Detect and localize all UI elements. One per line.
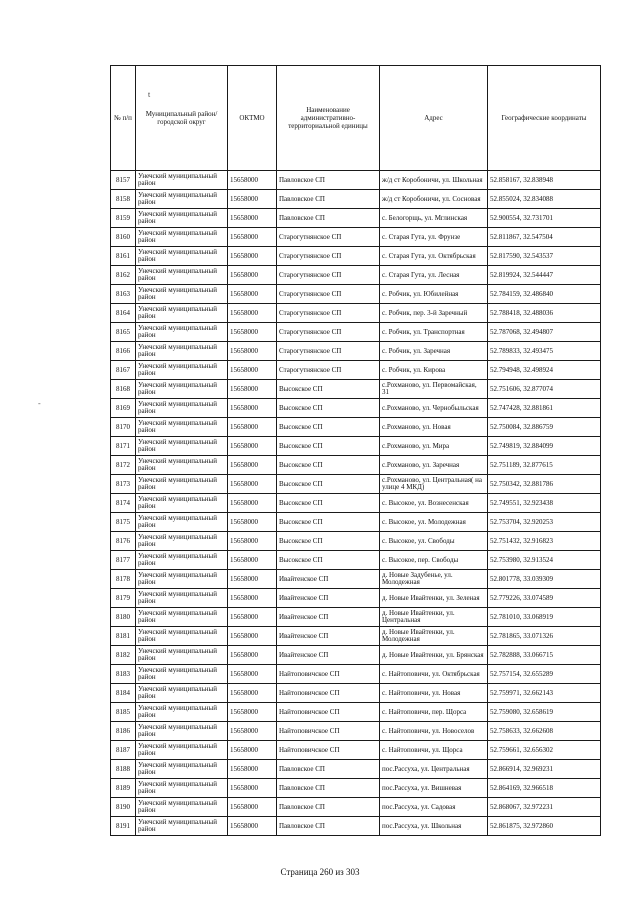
cell-oktmo: 15658000 [228, 703, 277, 722]
table-row [111, 456, 601, 475]
cell-territory: Высокское СП [277, 399, 380, 418]
cell-number: 8174 [111, 494, 136, 513]
cell-coordinates: 52.779226, 33.074589 [488, 589, 601, 608]
cell-number: 8186 [111, 722, 136, 741]
cell-oktmo: 15658000 [228, 627, 277, 646]
cell-municipality: Унечский муниципальный район [136, 779, 228, 798]
cell-address: с. Найтоповичи, ул. Новоселов [380, 722, 488, 741]
cell-coordinates: 52.784159, 32.486840 [488, 285, 601, 304]
scan-mark: t [148, 90, 151, 99]
cell-municipality: Унечский муниципальный район [136, 190, 228, 209]
cell-municipality: Унечский муниципальный район [136, 665, 228, 684]
cell-address: с. Старая Гута, ул. Октябрьская [380, 247, 488, 266]
cell-oktmo: 15658000 [228, 475, 277, 494]
header-number: № п/п [111, 66, 136, 171]
cell-coordinates: 52.751432, 32.916823 [488, 532, 601, 551]
cell-oktmo: 15658000 [228, 228, 277, 247]
table-row [111, 171, 601, 190]
cell-territory: Павловское СП [277, 779, 380, 798]
cell-coordinates: 52.855024, 32.834088 [488, 190, 601, 209]
cell-oktmo: 15658000 [228, 513, 277, 532]
cell-address: с. Робчик, ул. Транспортная [380, 323, 488, 342]
cell-oktmo: 15658000 [228, 532, 277, 551]
cell-territory: Найтоповичское СП [277, 722, 380, 741]
cell-municipality: Унечский муниципальный район [136, 798, 228, 817]
registry-table [110, 65, 601, 836]
cell-number: 8179 [111, 589, 136, 608]
cell-territory: Высокское СП [277, 551, 380, 570]
cell-territory: Найтоповичское СП [277, 741, 380, 760]
cell-coordinates: 52.781865, 33.071326 [488, 627, 601, 646]
table-row [111, 247, 601, 266]
table-row [111, 304, 601, 323]
cell-coordinates: 52.749551, 32.923438 [488, 494, 601, 513]
cell-oktmo: 15658000 [228, 361, 277, 380]
cell-number: 8177 [111, 551, 136, 570]
cell-municipality: Унечский муниципальный район [136, 722, 228, 741]
cell-address: с. Высокое, пер. Свободы [380, 551, 488, 570]
table-row [111, 228, 601, 247]
cell-territory: Старогутнянское СП [277, 285, 380, 304]
cell-address: ж/д ст Коробоничи, ул. Школьная [380, 171, 488, 190]
table-row [111, 551, 601, 570]
table-row [111, 323, 601, 342]
cell-number: 8168 [111, 380, 136, 399]
cell-oktmo: 15658000 [228, 494, 277, 513]
cell-oktmo: 15658000 [228, 380, 277, 399]
cell-coordinates: 52.819924, 32.544447 [488, 266, 601, 285]
cell-coordinates: 52.750084, 32.886759 [488, 418, 601, 437]
cell-address: с.Рохманово, ул. Мира [380, 437, 488, 456]
cell-address: с. Найтоповичи, пер. Щорса [380, 703, 488, 722]
cell-address: пос.Рассуха, ул. Школьная [380, 817, 488, 836]
cell-number: 8167 [111, 361, 136, 380]
cell-coordinates: 52.868067, 32.972231 [488, 798, 601, 817]
cell-territory: Ивайтенское СП [277, 608, 380, 627]
cell-territory: Высокское СП [277, 380, 380, 399]
cell-municipality: Унечский муниципальный район [136, 171, 228, 190]
cell-municipality: Унечский муниципальный район [136, 228, 228, 247]
table-row [111, 285, 601, 304]
cell-oktmo: 15658000 [228, 266, 277, 285]
cell-municipality: Унечский муниципальный район [136, 323, 228, 342]
header-address: Адрес [380, 66, 488, 171]
table-row [111, 494, 601, 513]
cell-coordinates: 52.753980, 32.913524 [488, 551, 601, 570]
cell-coordinates: 52.753704, 32.920253 [488, 513, 601, 532]
cell-address: с. Старая Гута, ул. Фрунзе [380, 228, 488, 247]
cell-oktmo: 15658000 [228, 798, 277, 817]
table-row [111, 760, 601, 779]
cell-coordinates: 52.861875, 32.972860 [488, 817, 601, 836]
table-row [111, 608, 601, 627]
cell-territory: Ивайтенское СП [277, 589, 380, 608]
page-footer: Страница 260 из 303 [280, 867, 360, 877]
cell-coordinates: 52.782888, 33.066715 [488, 646, 601, 665]
table-row [111, 399, 601, 418]
cell-oktmo: 15658000 [228, 285, 277, 304]
cell-address: с.Рохманово, ул. Первомайская, 31 [380, 380, 488, 399]
table-row [111, 380, 601, 399]
cell-territory: Ивайтенское СП [277, 646, 380, 665]
table-row [111, 361, 601, 380]
cell-coordinates: 52.866914, 32.969231 [488, 760, 601, 779]
cell-oktmo: 15658000 [228, 190, 277, 209]
table-row [111, 190, 601, 209]
cell-number: 8173 [111, 475, 136, 494]
cell-coordinates: 52.747428, 32.881861 [488, 399, 601, 418]
cell-coordinates: 52.788418, 32.488036 [488, 304, 601, 323]
table-row [111, 266, 601, 285]
table-row [111, 342, 601, 361]
cell-oktmo: 15658000 [228, 342, 277, 361]
cell-oktmo: 15658000 [228, 741, 277, 760]
cell-number: 8163 [111, 285, 136, 304]
cell-number: 8165 [111, 323, 136, 342]
cell-territory: Старогутнянское СП [277, 323, 380, 342]
cell-territory: Высокское СП [277, 456, 380, 475]
cell-municipality: Унечский муниципальный район [136, 760, 228, 779]
cell-number: 8169 [111, 399, 136, 418]
cell-number: 8175 [111, 513, 136, 532]
cell-number: 8184 [111, 684, 136, 703]
cell-municipality: Унечский муниципальный район [136, 627, 228, 646]
cell-coordinates: 52.858167, 32.838948 [488, 171, 601, 190]
cell-coordinates: 52.757154, 32.655289 [488, 665, 601, 684]
cell-municipality: Унечский муниципальный район [136, 741, 228, 760]
cell-municipality: Унечский муниципальный район [136, 646, 228, 665]
cell-territory: Высокское СП [277, 418, 380, 437]
cell-oktmo: 15658000 [228, 589, 277, 608]
cell-coordinates: 52.759080, 32.658619 [488, 703, 601, 722]
cell-number: 8159 [111, 209, 136, 228]
cell-oktmo: 15658000 [228, 418, 277, 437]
cell-address: с. Высокое, ул. Молодежная [380, 513, 488, 532]
cell-municipality: Унечский муниципальный район [136, 684, 228, 703]
cell-municipality: Унечский муниципальный район [136, 513, 228, 532]
cell-municipality: Унечский муниципальный район [136, 532, 228, 551]
cell-address: с.Рохманово, ул. Заречная [380, 456, 488, 475]
cell-territory: Старогутнянское СП [277, 304, 380, 323]
cell-address: с. Робчик, ул. Заречная [380, 342, 488, 361]
cell-address: пос.Рассуха, ул. Центральная [380, 760, 488, 779]
cell-municipality: Унечский муниципальный район [136, 589, 228, 608]
cell-coordinates: 52.751606, 32.877074 [488, 380, 601, 399]
cell-municipality: Унечский муниципальный район [136, 209, 228, 228]
margin-tick: - [38, 399, 41, 408]
cell-territory: Павловское СП [277, 190, 380, 209]
cell-address: с. Найтоповичи, ул. Октябрьская [380, 665, 488, 684]
cell-address: д. Новые Ивайтенки, ул. Брянская [380, 646, 488, 665]
cell-municipality: Унечский муниципальный район [136, 399, 228, 418]
cell-coordinates: 52.750342, 32.881786 [488, 475, 601, 494]
cell-municipality: Унечский муниципальный район [136, 418, 228, 437]
cell-coordinates: 52.817590, 32.543537 [488, 247, 601, 266]
header-coordinates: Географические координаты [488, 66, 601, 171]
cell-address: с.Рохманово, ул. Центральная( на улице 4 МКД) [380, 475, 488, 494]
cell-number: 8160 [111, 228, 136, 247]
cell-address: с. Робчик, ул. Кирова [380, 361, 488, 380]
cell-number: 8158 [111, 190, 136, 209]
cell-territory: Павловское СП [277, 760, 380, 779]
table-row [111, 570, 601, 589]
cell-oktmo: 15658000 [228, 437, 277, 456]
cell-coordinates: 52.758633, 32.662608 [488, 722, 601, 741]
cell-coordinates: 52.751189, 32.877615 [488, 456, 601, 475]
cell-territory: Найтоповичское СП [277, 665, 380, 684]
table-row [111, 475, 601, 494]
cell-oktmo: 15658000 [228, 722, 277, 741]
cell-number: 8161 [111, 247, 136, 266]
cell-oktmo: 15658000 [228, 570, 277, 589]
cell-territory: Павловское СП [277, 171, 380, 190]
cell-municipality: Унечский муниципальный район [136, 266, 228, 285]
cell-territory: Высокское СП [277, 494, 380, 513]
cell-municipality: Унечский муниципальный район [136, 570, 228, 589]
cell-municipality: Унечский муниципальный район [136, 494, 228, 513]
cell-oktmo: 15658000 [228, 209, 277, 228]
cell-number: 8157 [111, 171, 136, 190]
cell-address: с. Робчик, ул. Юбилейная [380, 285, 488, 304]
cell-number: 8183 [111, 665, 136, 684]
cell-territory: Старогутнянское СП [277, 266, 380, 285]
cell-coordinates: 52.864169, 32.966518 [488, 779, 601, 798]
cell-address: д. Новые Ивайтенки, ул. Молодежная [380, 627, 488, 646]
cell-territory: Старогутнянское СП [277, 247, 380, 266]
cell-municipality: Унечский муниципальный район [136, 551, 228, 570]
cell-oktmo: 15658000 [228, 551, 277, 570]
cell-address: с. Робчик, пер. 3-й Заречный [380, 304, 488, 323]
cell-territory: Найтоповичское СП [277, 684, 380, 703]
cell-number: 8178 [111, 570, 136, 589]
cell-municipality: Унечский муниципальный район [136, 437, 228, 456]
cell-oktmo: 15658000 [228, 399, 277, 418]
cell-number: 8189 [111, 779, 136, 798]
cell-municipality: Унечский муниципальный район [136, 342, 228, 361]
cell-number: 8162 [111, 266, 136, 285]
cell-oktmo: 15658000 [228, 304, 277, 323]
table-row [111, 513, 601, 532]
cell-number: 8187 [111, 741, 136, 760]
table-row [111, 779, 601, 798]
cell-address: с. Найтоповичи, ул. Новая [380, 684, 488, 703]
cell-oktmo: 15658000 [228, 646, 277, 665]
cell-number: 8166 [111, 342, 136, 361]
table-row [111, 418, 601, 437]
cell-coordinates: 52.801778, 33.039309 [488, 570, 601, 589]
cell-address: ж/д ст Коробоничи, ул. Сосновая [380, 190, 488, 209]
cell-oktmo: 15658000 [228, 760, 277, 779]
cell-number: 8171 [111, 437, 136, 456]
cell-address: с. Высокое, ул. Свободы [380, 532, 488, 551]
table-row [111, 684, 601, 703]
cell-coordinates: 52.749819, 32.884099 [488, 437, 601, 456]
cell-coordinates: 52.900554, 32.731701 [488, 209, 601, 228]
cell-territory: Высокское СП [277, 475, 380, 494]
cell-address: с. Старая Гута, ул. Лесная [380, 266, 488, 285]
cell-number: 8172 [111, 456, 136, 475]
cell-territory: Старогутнянское СП [277, 228, 380, 247]
cell-number: 8164 [111, 304, 136, 323]
table-row [111, 532, 601, 551]
cell-territory: Павловское СП [277, 798, 380, 817]
cell-municipality: Унечский муниципальный район [136, 703, 228, 722]
cell-coordinates: 52.759661, 32.656302 [488, 741, 601, 760]
cell-territory: Старогутнянское СП [277, 342, 380, 361]
table-row [111, 665, 601, 684]
cell-municipality: Унечский муниципальный район [136, 608, 228, 627]
cell-number: 8180 [111, 608, 136, 627]
cell-territory: Высокское СП [277, 437, 380, 456]
table-row [111, 741, 601, 760]
table-row [111, 722, 601, 741]
header-oktmo: ОКТМО [228, 66, 277, 171]
cell-territory: Высокское СП [277, 513, 380, 532]
cell-territory: Павловское СП [277, 817, 380, 836]
table-row [111, 798, 601, 817]
cell-number: 8182 [111, 646, 136, 665]
cell-address: д. Новые Ивайтенки, ул. Центральная [380, 608, 488, 627]
cell-municipality: Унечский муниципальный район [136, 380, 228, 399]
table-row [111, 817, 601, 836]
table-header-row [111, 66, 601, 171]
cell-oktmo: 15658000 [228, 779, 277, 798]
cell-oktmo: 15658000 [228, 171, 277, 190]
cell-address: пос.Рассуха, ул. Вишневая [380, 779, 488, 798]
cell-number: 8181 [111, 627, 136, 646]
table-row [111, 437, 601, 456]
cell-coordinates: 52.759971, 32.662143 [488, 684, 601, 703]
cell-oktmo: 15658000 [228, 323, 277, 342]
cell-municipality: Унечский муниципальный район [136, 456, 228, 475]
cell-oktmo: 15658000 [228, 817, 277, 836]
cell-coordinates: 52.811867, 32.547504 [488, 228, 601, 247]
cell-address: с.Рохманово, ул. Новая [380, 418, 488, 437]
cell-coordinates: 52.781010, 33.068919 [488, 608, 601, 627]
cell-territory: Найтоповичское СП [277, 703, 380, 722]
cell-territory: Павловское СП [277, 209, 380, 228]
table-row [111, 209, 601, 228]
cell-address: д. Новые Задубенье, ул. Молодежная [380, 570, 488, 589]
cell-address: д. Новые Ивайтенки, ул. Зеленая [380, 589, 488, 608]
cell-municipality: Унечский муниципальный район [136, 475, 228, 494]
cell-coordinates: 52.787068, 32.494807 [488, 323, 601, 342]
table-row [111, 589, 601, 608]
cell-oktmo: 15658000 [228, 247, 277, 266]
cell-oktmo: 15658000 [228, 456, 277, 475]
cell-address: с. Высокое, ул. Вознесенская [380, 494, 488, 513]
cell-number: 8176 [111, 532, 136, 551]
cell-oktmo: 15658000 [228, 684, 277, 703]
cell-address: с. Белогорщь, ул. Мглинская [380, 209, 488, 228]
cell-municipality: Унечский муниципальный район [136, 304, 228, 323]
cell-coordinates: 52.794948, 32.498924 [488, 361, 601, 380]
cell-municipality: Унечский муниципальный район [136, 247, 228, 266]
cell-number: 8190 [111, 798, 136, 817]
cell-oktmo: 15658000 [228, 608, 277, 627]
header-municipality: Муниципальный район/городской округ [136, 66, 228, 171]
header-territory: Наименование административно-территориальной единицы [277, 66, 380, 171]
table-row [111, 627, 601, 646]
cell-territory: Ивайтенское СП [277, 627, 380, 646]
table-row [111, 703, 601, 722]
cell-number: 8185 [111, 703, 136, 722]
cell-territory: Высокское СП [277, 532, 380, 551]
cell-municipality: Унечский муниципальный район [136, 285, 228, 304]
cell-number: 8170 [111, 418, 136, 437]
cell-coordinates: 52.789833, 32.493475 [488, 342, 601, 361]
cell-territory: Ивайтенское СП [277, 570, 380, 589]
cell-address: с.Рохманово, ул. Чернобыльская [380, 399, 488, 418]
cell-municipality: Унечский муниципальный район [136, 817, 228, 836]
cell-municipality: Унечский муниципальный район [136, 361, 228, 380]
cell-address: с. Найтоповичи, ул. Щорса [380, 741, 488, 760]
table-row [111, 646, 601, 665]
cell-address: пос.Рассуха, ул. Садовая [380, 798, 488, 817]
cell-territory: Старогутнянское СП [277, 361, 380, 380]
cell-number: 8191 [111, 817, 136, 836]
cell-oktmo: 15658000 [228, 665, 277, 684]
cell-number: 8188 [111, 760, 136, 779]
